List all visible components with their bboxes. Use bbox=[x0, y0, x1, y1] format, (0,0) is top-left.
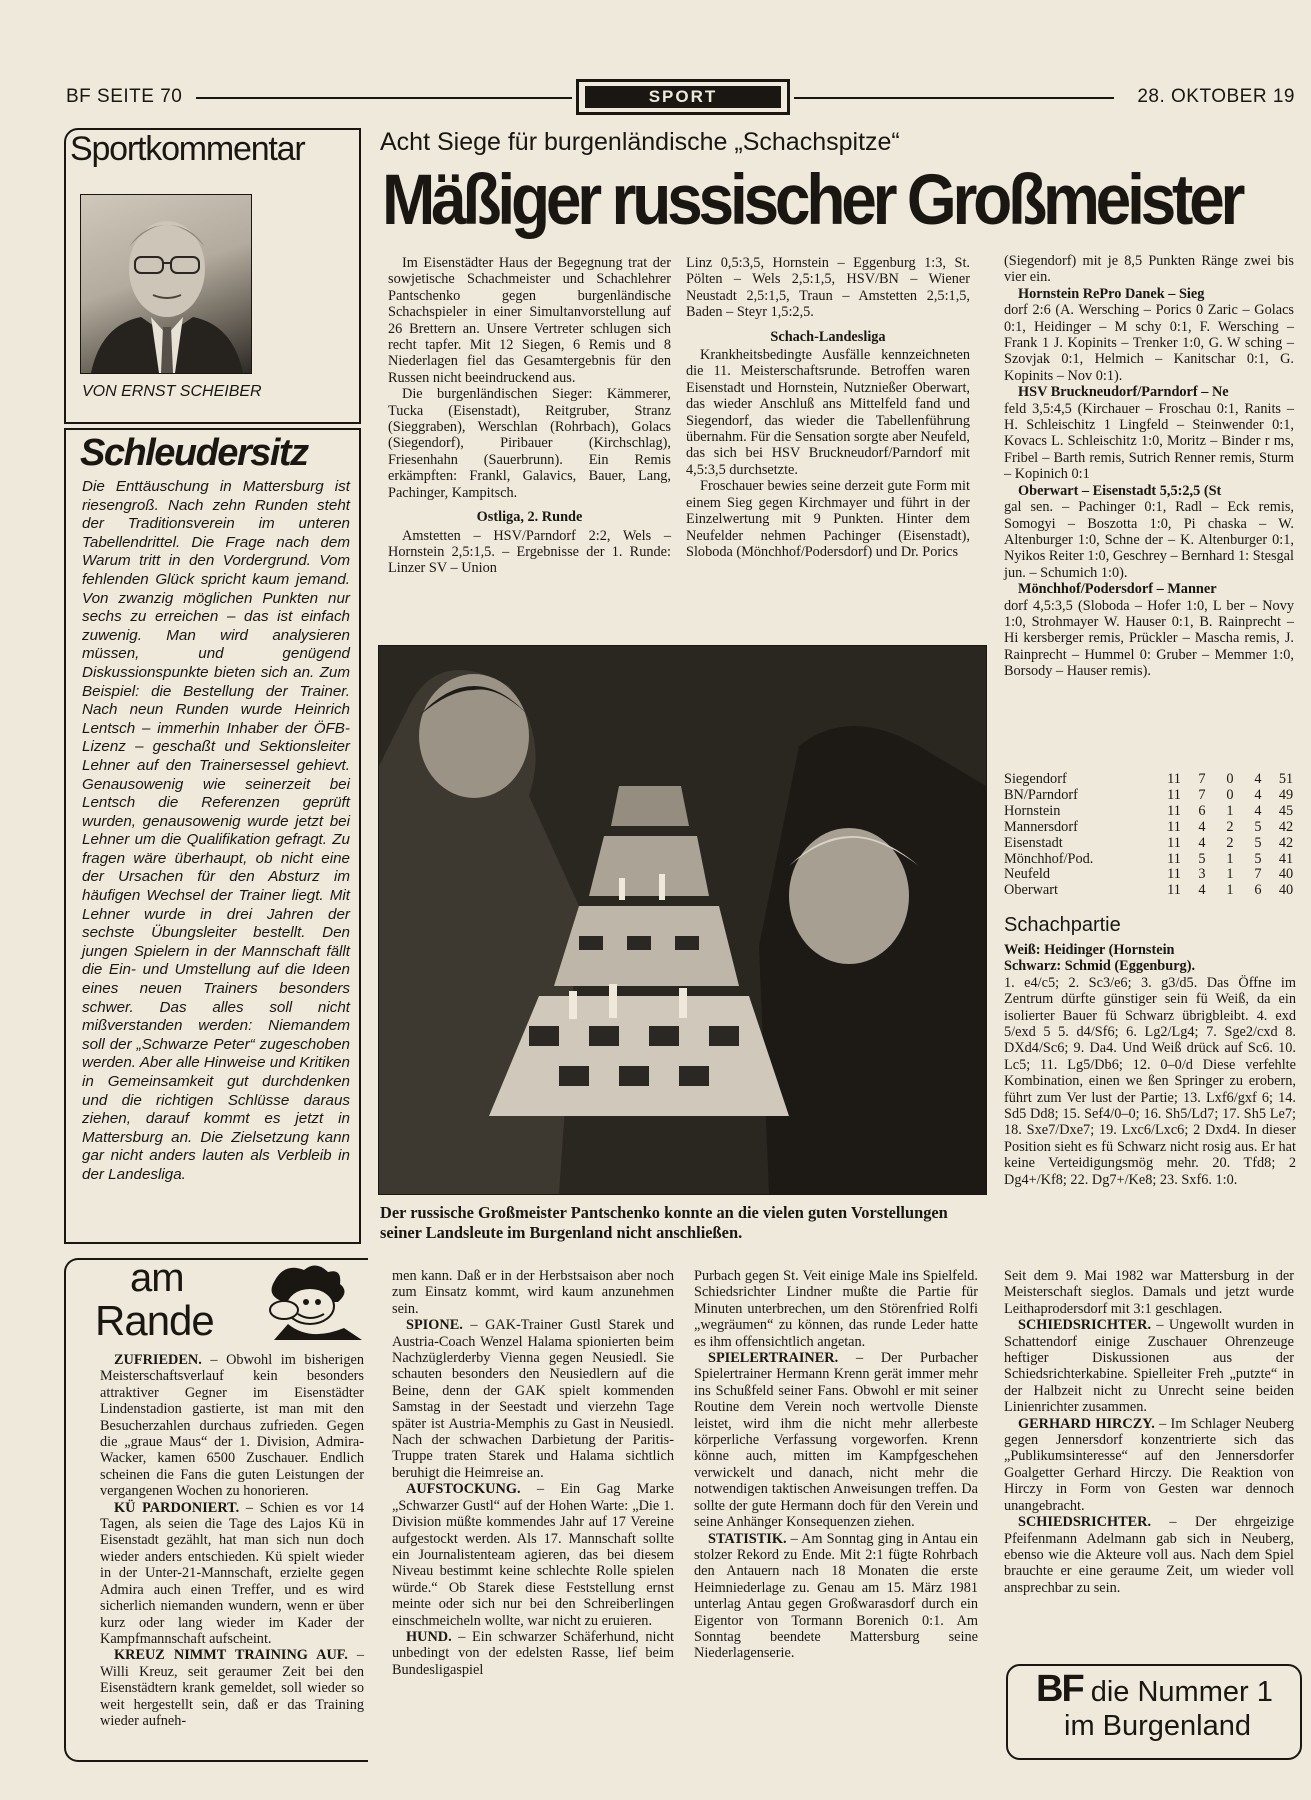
rande-paragraph bbox=[694, 1268, 978, 1350]
standings-wins: 4 bbox=[1198, 818, 1206, 835]
rande-paragraph bbox=[1004, 1317, 1294, 1415]
standings-wins: 7 bbox=[1198, 771, 1206, 787]
header-rule-left bbox=[196, 97, 572, 99]
rande-text: – Ein Gag Marke „Schwarzer Gustl“ auf der Hohen Warte: „Die 1. Division müßte kommendes Jahr auf 17 Vereine aufgestockt werden. Als 17. Mannschaft sollte ein Journalistenteam agieren, das bei diesem Niveau bestimmt keine schlechte Rolle spielen würde.“ Ob Starek diese Feststellung ernst meinte oder sich nur bei den Schreiberlingen einschmeicheln wollte, war nicht zu eruieren. bbox=[392, 1481, 674, 1629]
rande-keyword: SCHIEDSRICHTER. bbox=[1018, 1514, 1152, 1531]
rande-paragraph bbox=[1004, 1416, 1294, 1514]
standings-played: 11 bbox=[1167, 882, 1181, 899]
standings-played: 11 bbox=[1167, 771, 1181, 787]
rande-paragraph bbox=[100, 1647, 364, 1729]
rande-keyword: KREUZ NIMMT TRAINING AUF. bbox=[114, 1647, 348, 1664]
rande-text: Seit dem 9. Mai 1982 war Mattersburg in der Meisterschaft sieglos. Damals und jetzt wurde Leithaprodersdorf mit 3:1 geschlagen. bbox=[1004, 1268, 1294, 1317]
standings-points: 49 bbox=[1278, 786, 1294, 803]
cartoon-figure-icon bbox=[254, 1262, 362, 1340]
article-headline: Mäßiger russischer Großmeister bbox=[382, 159, 1242, 240]
article-subheading: Schach-Landesliga bbox=[770, 328, 886, 345]
kommentar-title: Sportkommentar bbox=[70, 130, 305, 168]
issue-date: 28. OKTOBER 19 bbox=[1137, 86, 1295, 107]
rande-text: – Obwohl im bisherigen Meisterschaftsverlauf kein besonders attraktiver Gegner im Eisenstädter Lindenstadion gastierte, ist man mit den Besucherzahlen durchaus zufrieden. Gegen die „graue Maus“ der 1. Division, Admira-Wacker, kamen 6500 Zuschauer. Endlich scheinen die Fans die guten Leistungen der vergangenen Wochen zu honorieren. bbox=[100, 1352, 364, 1500]
article-paragraph: Linz 0,5:3,5, Hornstein – Eggenburg 1:3, St. Pölten – Wels 2,5:1,5, HSV/BN – Wiener Neustadt 2,5:1,5, Traun – Amstetten 2,5:1,5, Baden – Steyr 1,5:2,5. bbox=[686, 255, 970, 321]
rande-paragraph bbox=[392, 1629, 674, 1678]
standings-points: 40 bbox=[1278, 882, 1294, 899]
rande-text: – Schien es vor 14 Tagen, als seien die Tage des Lajos Kü in Eisenstadt gezählt, hat man sich nun doch wieder anders entschieden. Kü spielt wieder in der Unter-21-Mannschaft, erzielte gegen Admira auch einen Treffer, und es wird sicherlich niemanden wundern, wenn er über kurz oder lang wieder im Kader der Kampfmannschaft aufscheint. bbox=[100, 1499, 364, 1647]
partie-white: Weiß: Heidinger (Hornstein bbox=[1004, 942, 1175, 958]
standings-row bbox=[1004, 883, 1300, 899]
standings-wins: 3 bbox=[1198, 866, 1206, 883]
am-rande-column-4 bbox=[1004, 1268, 1294, 1596]
rande-text: – Ein schwarzer Schäferhund, nicht unbedingt von der edelsten Rasse, lief beim Bundesligaspiel bbox=[392, 1628, 674, 1678]
am-rande-column-3 bbox=[694, 1268, 978, 1662]
standings-wins: 5 bbox=[1198, 850, 1206, 867]
rande-text: – Am Sonntag ging in Antau ein stolzer Rekord zu Ende. Mit 2:1 fügte Rohrbach den Antauern nach 18 Monaten die erste Heimniederlage zu. Genau am 15. März 1981 unterlag Antau gegen Großwarasdorf durch ein Eigentor von Tormann Borenich 0:1. Am Sonntag beendete Mattersburg seine Niederlagenserie. bbox=[694, 1530, 978, 1662]
standings-played: 11 bbox=[1167, 802, 1181, 819]
am-rande-logo-rande: Rande bbox=[95, 1297, 214, 1344]
rande-text: – Der Purbacher Spielertrainer Hermann Krenn gerät immer mehr ins Schußfeld seiner Fans. Obwohl er mit seiner Routine dem Verein noch wertvolle Dienste leistet, wird ihm die nicht mehr allerbeste körperliche Verfassung vorgeworfen. Krenn könne auch, mitten im Kampfgeschehen verwickelt und danach, nicht mehr die notwendigen taktischen Anweisungen treffen. Da sollte der gute Hermann doch für den Verein und seine Anhänger Konsequenzen ziehen. bbox=[694, 1350, 978, 1531]
standings-draws: 2 bbox=[1226, 818, 1234, 835]
standings-draws: 1 bbox=[1226, 850, 1234, 867]
standings-losses: 6 bbox=[1254, 882, 1262, 899]
article-column-2 bbox=[686, 255, 970, 560]
kommentar-headline: Schleudersitz bbox=[80, 432, 308, 474]
rande-keyword: STATISTIK. bbox=[708, 1530, 787, 1547]
rande-text: – Im Schlager Neuberg gegen Jennersdorf konzentrierte sich das „Publikumsinteresse“ auf den Jennersdorfer Goalgetter Gerhard Hirczy. Die Reaktion von Hirczy in Form von Gesten war dennoch unangebracht. bbox=[1004, 1415, 1294, 1514]
bf-ad-brand: BF bbox=[1036, 1668, 1083, 1710]
section-label bbox=[576, 79, 790, 115]
bf-ad-line1 bbox=[1036, 1668, 1273, 1711]
article-paragraph: Im Eisenstädter Haus der Begegnung trat der sowjetische Schachmeister und Schachlehrer Pantschenko gegen burgenländische Schachspieler in einer Simultanvorstellung auf 26 Brettern an. Unsere Vertreter schlugen sich recht tapfer. Mit 12 Siegen, 6 Remis und 8 Niederlagen fiel das Gesamtergebnis für den Russen nicht beeindruckend aus. bbox=[388, 255, 671, 386]
standings-row bbox=[1004, 867, 1300, 883]
bf-ad-line2: im Burgenland bbox=[1064, 1710, 1251, 1742]
section-label-text: SPORT bbox=[585, 86, 781, 108]
standings-draws: 1 bbox=[1226, 882, 1234, 899]
partie-moves: 1. e4/c5; 2. Sc3/e6; 3. g3/d5. Das Öffne im Zentrum dürfte günstiger sein fü Weiß, da ein isolierter Bauer fü Schwarz übrigbleibt. 4. exd 5/exd 5 5. d4/Sf6; 6. Lg2/Lg4; 7. Sge2/cxd 8. DXd4/Sc6; 9. Da4. Und Weiß drück auf Sc6. 10. Lc5; 11. Lg5/Db6; 12. 0–0/d Diese verfehlte Kombination, einen we ßen Springer zu erobern, führt zum Ver lust der Partie; 13. Lxf6/gxf 6; 14. Sd5 Dd8; 15. Sef4/0–0; 16. Sh5/Ld7; 17. Sh5 Le7; 18. Sxe7/Dxe7; 19. Lxc6/Lxc6; 2 Dxd4. In dieser Position sieht es fü Schwarz nicht rosig aus. Er hat keine Verteidigungsmög mehr. 20. Tfd8; 2 Dg4+/Kf8; 22. Dg7+/Ke8; 23. Sxf6. 1:0. bbox=[1004, 974, 1296, 1188]
rande-keyword: KÜ PARDONIERT. bbox=[114, 1499, 240, 1516]
rande-keyword: HUND. bbox=[406, 1628, 452, 1645]
standings-played: 11 bbox=[1167, 834, 1181, 851]
match-heading: HSV Bruckneudorf/Parndorf – Ne bbox=[1018, 384, 1229, 401]
article-paragraph: (Siegendorf) mit je 8,5 Punkten Ränge zwei bis vier ein. bbox=[1004, 253, 1294, 286]
standings-table bbox=[1004, 772, 1300, 899]
article-paragraph: Die burgenländischen Sieger: Kämmerer, Tucka (Eisenstadt), Reitgruber, Stranz (Sieggraben), Werschlan (Rohrbach), Golacs (Siegendorf), Piribauer (Kirchschlag), Friesenhahn (Sauerbrunn). Ein Remis erkämpften: Frankl, Galavics, Bauer, Lang, Pachinger, Kampitsch. bbox=[388, 386, 671, 501]
rande-paragraph bbox=[694, 1531, 978, 1662]
rande-paragraph bbox=[100, 1500, 364, 1648]
standings-team: BN/Parndorf bbox=[1004, 786, 1078, 803]
author-photo bbox=[80, 194, 252, 374]
standings-losses: 5 bbox=[1254, 834, 1262, 851]
rande-keyword: AUFSTOCKUNG. bbox=[406, 1481, 521, 1498]
match-result: dorf 4,5:3,5 (Sloboda – Hofer 1:0, L ber – Novy 1:0, Strohmayer W. Hauser 0:1, B. Rainprecht – Hi kersberger remis, Prückler – Mascha remis, J. Rainprecht – Hummel 0: Gruber – Memmer 1:0, Borsody – Hauser remis). bbox=[1004, 597, 1294, 680]
article-column-3 bbox=[1004, 253, 1294, 680]
standings-losses: 4 bbox=[1254, 771, 1262, 787]
kommentar-body: Die Enttäuschung in Mattersburg ist riesengroß. Nach zehn Runden steht der Traditionsverein im unteren Tabellendrittel. Die Frage nach dem Warum tritt in den Vordergrund. Vom fehlenden Glück spricht kaum jemand. Von zwanzig möglichen Punkten nur sechs zu erreichen – das ist einfach zuwenig. Man wird analysieren müssen, und genügend Diskussionspunkte bieten sich an. Zum Beispiel: die Bestellung der Trainer. Nach neun Runden wurde Heinrich Lentsch – immerhin Inhaber der ÖFB-Lizenz – geschaßt und Sektionsleiter Lehner auf den Trainersessel gehievt. Genausowenig wie seinerzeit bei Lentsch die Referenzen geprüft wurden, genausowenig wurde jetzt bei Lehner um die Qualifikation gefragt. Zu fragen wäre überhaupt, ob nicht eine der Ursachen für den Absturz im häufigen Wechsel der Trainer liegt. Mit Lehner wurde in drei Jahren der sechste Übungsleiter bestellt. Den jungen Spielern in der Mannschaft fällt die Ein- und Umstellung auf die Ideen eines neuen Trainers besonders schwer. Das alles soll nicht mißverstanden werden: Niemandem soll der „Schwarze Peter“ zugeschoben werden. Aber alle Hinweise und Kritiken in Gemeinsamkeit gut durchdenken und die richtigen Schlüsse daraus ziehen, darauf kommt es jetzt in Mattersburg an. Die Zielsetzung kann gar nicht anders lauten als Verbleib in der Landesliga. bbox=[82, 478, 350, 1183]
standings-wins: 4 bbox=[1198, 882, 1206, 899]
rande-text: – Willi Kreuz, seit geraumer Zeit bei den Eisenstädtern krank gemeldet, soll wieder so weit hergestellt sein, daß er das Training wieder aufneh- bbox=[100, 1647, 364, 1729]
header-rule-right bbox=[794, 97, 1114, 99]
partie-body bbox=[1004, 942, 1296, 1188]
standings-row bbox=[1004, 852, 1300, 868]
standings-draws: 1 bbox=[1226, 866, 1234, 883]
standings-draws: 0 bbox=[1226, 786, 1234, 803]
page-number: BF SEITE 70 bbox=[66, 86, 183, 107]
standings-points: 42 bbox=[1278, 834, 1294, 851]
standings-played: 11 bbox=[1167, 866, 1181, 883]
portrait-illustration bbox=[81, 195, 251, 373]
article-paragraph: Krankheitsbedingte Ausfälle kennzeichneten die 11. Meisterschaftsrunde. Betroffen waren Eisenstadt und Hornstein, Nutznießer Oberwart, das wieder Anschluß ans Mittelfeld fand und Siegendorf, das wieder die Tabellenführung übernahm. Für die Sensation sorgte aber Neufeld, das sich bei HSV Bruckneudorf/Parndorf mit 4,5:3,5 durchsetzte. bbox=[686, 347, 971, 478]
am-rande-logo-am: am bbox=[130, 1256, 184, 1300]
article-paragraph: Amstetten – HSV/Parndorf 2:2, Wels – Hornstein 2,5:1,5. – Ergebnisse der 1. Runde: Linzer SV – Union bbox=[388, 527, 671, 577]
rande-text: Purbach gegen St. Veit einige Male ins Spielfeld. Schiedsrichter Lindner mußte die Partie für Minuten unterbrechen, um den Störenfried Rolfi „wegräumen“ zu können, das runde Leder hatte es ihm offensichtlich angetan. bbox=[694, 1268, 978, 1350]
standings-team: Mannersdorf bbox=[1004, 818, 1078, 835]
standings-played: 11 bbox=[1167, 818, 1181, 835]
rande-keyword: SPIELERTRAINER. bbox=[708, 1350, 839, 1367]
rande-paragraph bbox=[392, 1317, 674, 1481]
partie-black: Schwarz: Schmid (Eggenburg). bbox=[1004, 958, 1196, 975]
bf-ad-line1-text: die Nummer 1 bbox=[1082, 1676, 1273, 1708]
chess-scene-illustration bbox=[379, 646, 986, 1194]
rande-text: – Der ehrgeizige Pfeifenmann Adelmann gab sich in Neuberg, ebenso wie die Akteure voll aus. Nach dem Spiel brauchte er eine geraume Zeit, um wieder voll ansprechbar zu sein. bbox=[1004, 1514, 1294, 1596]
standings-row bbox=[1004, 820, 1300, 836]
article-paragraph: Froschauer bewies seine derzeit gute Form mit einem Sieg gegen Kirchmayer und führt in der Einzelwertung mit 9 Punkten. Hinter dem Neufelder nehmen Pachinger (Eisenstadt), Sloboda (Mönchhof/Podersdorf) und Dr. Porics bbox=[686, 478, 970, 560]
match-result: dorf 2:6 (A. Wersching – Porics 0 Zaric – Golacs 0:1, Heidinger – M schy 0:1, F. Wersching – Frank 1 J. Kopinits – Trenker 1:0, G. W sching – Szovjak 0:1, Helmich – Kanitschar 0:1, G. Kopinits – Nov 0:1). bbox=[1004, 302, 1294, 384]
standings-team: Mönchhof/Pod. bbox=[1004, 850, 1094, 867]
standings-team: Neufeld bbox=[1004, 866, 1051, 883]
match-result: gal sen. – Pachinger 0:1, Radl – Eck remis, Somogyi – Boszotta 1:0, Pi chaska – W. Altenburger 1:0, Schne der – K. Altenburger 0:1, Nyikos Reiter 1:0, Geschrey – Bernhard 1: Stesgal jun. – Schumich 1:0). bbox=[1004, 499, 1294, 581]
standings-team: Oberwart bbox=[1004, 882, 1058, 899]
article-subheading: Ostliga, 2. Runde bbox=[476, 509, 583, 526]
standings-points: 42 bbox=[1278, 818, 1294, 835]
standings-points: 45 bbox=[1278, 802, 1294, 819]
rande-paragraph bbox=[694, 1350, 978, 1530]
standings-draws: 2 bbox=[1226, 834, 1234, 851]
standings-team: Hornstein bbox=[1004, 802, 1061, 819]
rande-paragraph bbox=[1004, 1268, 1294, 1317]
standings-losses: 7 bbox=[1254, 866, 1262, 883]
standings-played: 11 bbox=[1167, 850, 1181, 867]
standings-wins: 7 bbox=[1198, 786, 1206, 803]
rande-paragraph bbox=[1004, 1514, 1294, 1596]
standings-losses: 4 bbox=[1254, 786, 1262, 803]
standings-played: 11 bbox=[1167, 786, 1181, 803]
article-column-1 bbox=[388, 255, 671, 577]
standings-points: 51 bbox=[1278, 771, 1294, 787]
standings-points: 40 bbox=[1278, 866, 1294, 883]
standings-team: Eisenstadt bbox=[1004, 834, 1063, 851]
am-rande-column-1 bbox=[100, 1352, 364, 1729]
standings-row bbox=[1004, 836, 1300, 852]
standings-losses: 5 bbox=[1254, 818, 1262, 835]
standings-losses: 4 bbox=[1254, 802, 1262, 819]
match-heading: Hornstein RePro Danek – Sieg bbox=[1018, 285, 1205, 302]
rande-keyword: ZUFRIEDEN. bbox=[114, 1352, 202, 1368]
rande-keyword: GERHARD HIRCZY. bbox=[1018, 1415, 1155, 1432]
standings-wins: 6 bbox=[1198, 802, 1206, 819]
standings-row bbox=[1004, 804, 1300, 820]
chess-photo bbox=[378, 645, 987, 1195]
standings-points: 41 bbox=[1278, 850, 1294, 867]
rande-paragraph bbox=[392, 1268, 674, 1317]
standings-losses: 5 bbox=[1254, 850, 1262, 867]
author-byline: VON ERNST SCHEIBER bbox=[82, 383, 262, 400]
rande-keyword: SPIONE. bbox=[406, 1317, 463, 1334]
rande-text: – Ungewollt wurden in Schattendorf einige Zuschauer Ohrenzeuge heftiger Diskussionen aus der Schiedsrichterkabine. Spielleiter Freh „putzte“ in der Halbzeit nicht zu Unrecht seine beiden Linienrichter zusammen. bbox=[1004, 1317, 1294, 1416]
standings-row bbox=[1004, 788, 1300, 804]
match-heading: Mönchhof/Podersdorf – Manner bbox=[1018, 581, 1217, 598]
photo-caption: Der russische Großmeister Pantschenko konnte an die vielen guten Vorstellungen seiner Landsleute im Burgenland nicht anschließen. bbox=[380, 1203, 948, 1242]
standings-draws: 0 bbox=[1226, 771, 1234, 787]
match-heading: Oberwart – Eisenstadt 5,5:2,5 (St bbox=[1018, 482, 1222, 499]
rande-paragraph bbox=[392, 1481, 674, 1629]
partie-title: Schachpartie bbox=[1004, 914, 1121, 936]
rande-text: – GAK-Trainer Gustl Starek und Austria-Coach Wenzel Halama spionierten beim Nachzüglerderby Vienna gegen Neusiedl. Sie schauten besonders den Neusiedlern auf die Beine, denn der GAK spielt kommenden Samstag in der Seestadt und vierzehn Tage später ist Austria-Memphis zu Gast in Neusiedl. Nach der schwachen Darbietung der Paritis-Truppe traten Starek und Halama sichtlich beruhigt die Heimreise an. bbox=[392, 1317, 674, 1481]
rande-paragraph bbox=[100, 1352, 364, 1500]
standings-team: Siegendorf bbox=[1004, 771, 1067, 787]
rande-text: men kann. Daß er in der Herbstsaison aber noch zum Einsatz kommt, wird kaum anzunehmen sein. bbox=[392, 1268, 674, 1317]
standings-wins: 4 bbox=[1198, 834, 1206, 851]
match-result: feld 3,5:4,5 (Kirchauer – Froschau 0:1, Ranits – H. Schleischitz 1 Lingfeld – Steinwender 0:1, Kovacs L. Schleischitz 1:0, Moritz – Binder r ms, Fribel – Barth remis, Sutrich Renner remis, Sturm – Kopinich 0:1 bbox=[1004, 400, 1294, 483]
article-kicker: Acht Siege für burgenländische „Schachspitze“ bbox=[380, 128, 900, 156]
rande-keyword: SCHIEDSRICHTER. bbox=[1018, 1317, 1152, 1334]
standings-draws: 1 bbox=[1226, 802, 1234, 819]
standings-row bbox=[1004, 772, 1300, 788]
am-rande-column-2 bbox=[392, 1268, 674, 1678]
